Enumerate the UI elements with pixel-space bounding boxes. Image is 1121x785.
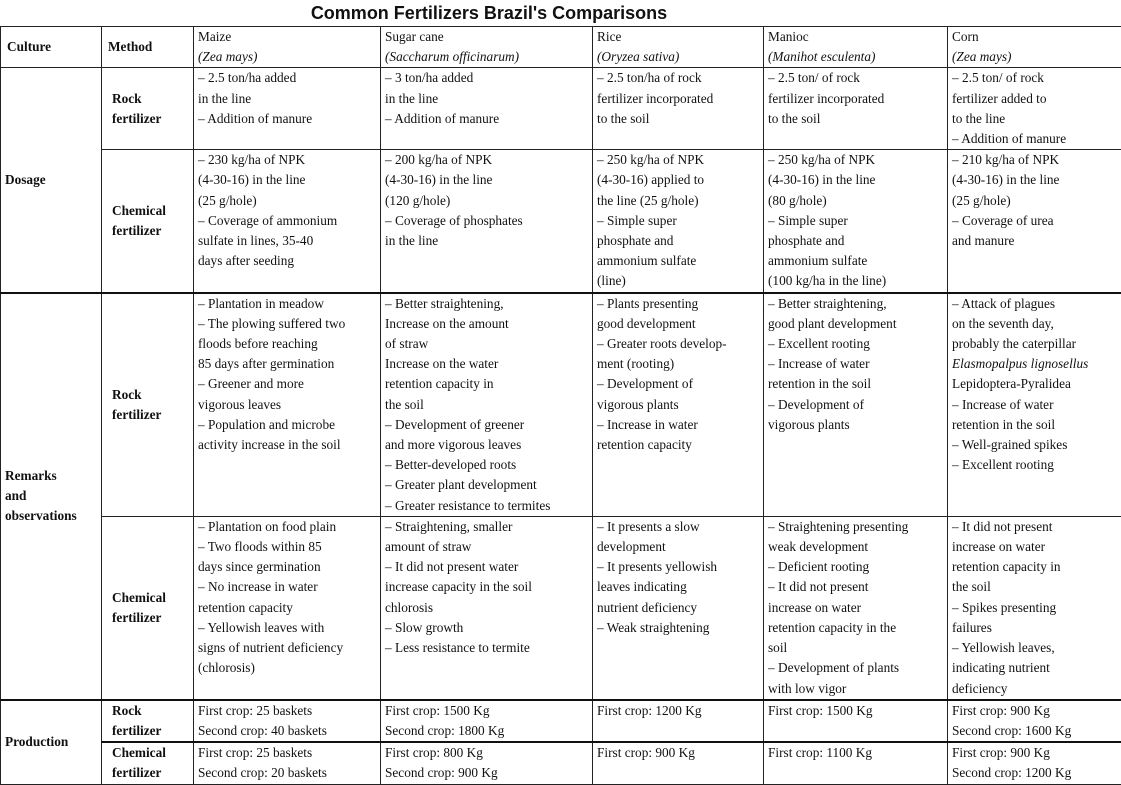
cell-text-line: – Development of <box>768 395 947 415</box>
cell-text-line: – 2.5 ton/ of rock <box>768 68 947 88</box>
table-cell <box>593 150 764 293</box>
table-cell <box>381 68 593 150</box>
cell-text-line: – Attack of plagues <box>952 294 1121 314</box>
cell-text-line: days after seeding <box>198 251 380 271</box>
cell-text-line: ammonium sulfate <box>597 251 763 271</box>
table-cell <box>593 68 764 150</box>
cell-text-line: (25 g/hole) <box>952 191 1121 211</box>
production-chemical-row <box>1 742 1121 784</box>
cell-text-line: – Addition of manure <box>385 109 592 129</box>
cell-text-line: ammonium sulfate <box>768 251 947 271</box>
cell-text-line: First crop: 25 baskets <box>198 701 380 721</box>
cell-text-line: – Less resistance to termite <box>385 638 592 658</box>
dosage-rock-row <box>1 68 1121 150</box>
table-cell <box>948 68 1121 150</box>
cell-text-line: – It did not present water <box>385 557 592 577</box>
method-label-line: Rock <box>112 89 193 109</box>
table-cell <box>764 150 948 293</box>
cell-text-line: fertilizer incorporated <box>768 89 947 109</box>
cell-text-line: vigorous leaves <box>198 395 380 415</box>
cell-text-line: – 250 kg/ha of NPK <box>768 150 947 170</box>
method-label-line: fertilizer <box>112 763 193 783</box>
cell-text-line: retention in the soil <box>768 374 947 394</box>
method-label-line: Chemical <box>112 743 193 763</box>
crop-scientific-name: (Zea mays) <box>198 47 380 67</box>
cell-text-line: Second crop: 20 baskets <box>198 763 380 783</box>
cell-text-line: sulfate in lines, 35-40 <box>198 231 380 251</box>
cell-text-line: Increase on the water <box>385 354 592 374</box>
cell-text-line: floods before reaching <box>198 334 380 354</box>
cell-text-line: to the soil <box>768 109 947 129</box>
cell-text-line: 85 days after germination <box>198 354 380 374</box>
cell-text-line: – Population and microbe <box>198 415 380 435</box>
cell-text-line: to the line <box>952 109 1121 129</box>
cell-text-line: – Better straightening, <box>385 294 592 314</box>
cell-text-line: good development <box>597 314 763 334</box>
cell-text-line: activity increase in the soil <box>198 435 380 455</box>
crop-scientific-name: (Zea mays) <box>952 47 1121 67</box>
cell-text-line: amount of straw <box>385 537 592 557</box>
cell-text-line: retention capacity in <box>952 557 1121 577</box>
table-cell <box>194 150 381 293</box>
cell-text-line: Lepidoptera-Pyralidea <box>952 374 1121 394</box>
cell-text-line: phosphate and <box>597 231 763 251</box>
cell-text-line: phosphate and <box>768 231 947 251</box>
table-cell <box>764 742 948 784</box>
cell-text-line: increase on water <box>952 537 1121 557</box>
cell-text-line: – Yellowish leaves with <box>198 618 380 638</box>
cell-text-line: fertilizer added to <box>952 89 1121 109</box>
cell-text-line: – Coverage of phosphates <box>385 211 592 231</box>
cell-text-line: Second crop: 1600 Kg <box>952 721 1121 741</box>
cell-text-line: – Straightening, smaller <box>385 517 592 537</box>
cell-text-line: probably the caterpillar <box>952 334 1121 354</box>
cell-text-line: on the seventh day, <box>952 314 1121 334</box>
table-cell <box>593 293 764 517</box>
table-cell <box>381 293 593 517</box>
cell-text-line: chlorosis <box>385 598 592 618</box>
dosage-chemical-row <box>1 150 1121 293</box>
crop-header-sugar-cane <box>381 27 593 68</box>
cell-text-line: – 2.5 ton/ of rock <box>952 68 1121 88</box>
table-cell <box>764 293 948 517</box>
table-cell <box>194 742 381 784</box>
cell-text-line: (120 g/hole) <box>385 191 592 211</box>
table-cell <box>593 700 764 742</box>
cell-text-line: retention capacity <box>198 598 380 618</box>
cell-text-line: in the line <box>385 89 592 109</box>
cell-text-line: – Better-developed roots <box>385 455 592 475</box>
crop-name: Sugar cane <box>385 27 592 47</box>
cell-text-line: (line) <box>597 271 763 291</box>
method-label-line: fertilizer <box>112 405 193 425</box>
table-cell <box>948 150 1121 293</box>
group-label-line: observations <box>5 506 101 526</box>
method-label-line: fertilizer <box>112 109 193 129</box>
cell-text-line: – It presents yellowish <box>597 557 763 577</box>
table-cell <box>194 68 381 150</box>
cell-text-line: (25 g/hole) <box>198 191 380 211</box>
cell-text-line: nutrient deficiency <box>597 598 763 618</box>
method-label-line: fertilizer <box>112 221 193 241</box>
table-cell <box>948 516 1121 699</box>
cell-text-line: – Greater plant development <box>385 475 592 495</box>
table-cell <box>381 150 593 293</box>
cell-text-line: (4-30-16) in the line <box>768 170 947 190</box>
crop-name: Manioc <box>768 27 947 47</box>
comparison-table <box>0 26 1121 785</box>
cell-text-line: leaves indicating <box>597 577 763 597</box>
cell-text-line: Second crop: 900 Kg <box>385 763 592 783</box>
cell-text-line: the line (25 g/hole) <box>597 191 763 211</box>
cell-text-line: and manure <box>952 231 1121 251</box>
cell-text-line: deficiency <box>952 679 1121 699</box>
crop-header-maize <box>194 27 381 68</box>
cell-text-line: – 3 ton/ha added <box>385 68 592 88</box>
table-cell <box>948 742 1121 784</box>
cell-text-line: good plant development <box>768 314 947 334</box>
cell-text-line: (80 g/hole) <box>768 191 947 211</box>
cell-text-line: increase on water <box>768 598 947 618</box>
document-title: Common Fertilizers Brazil's Comparisons <box>0 0 978 26</box>
cell-text-line: indicating nutrient <box>952 658 1121 678</box>
method-rock-fertilizer <box>102 293 194 517</box>
method-chemical-fertilizer <box>102 742 194 784</box>
cell-text-line: First crop: 1100 Kg <box>768 743 947 763</box>
cell-text-line: – Greater resistance to termites <box>385 496 592 516</box>
cell-text-line: days since germination <box>198 557 380 577</box>
cell-text-line: First crop: 1500 Kg <box>385 701 592 721</box>
cell-text-line: – Plantation on food plain <box>198 517 380 537</box>
cell-text-line: – It did not present <box>768 577 947 597</box>
cell-text-line: – Development of plants <box>768 658 947 678</box>
cell-text-line: to the soil <box>597 109 763 129</box>
method-label-line: Rock <box>112 385 193 405</box>
remarks-rock-row <box>1 293 1121 517</box>
method-label-line: Chemical <box>112 588 193 608</box>
cell-text-line: signs of nutrient deficiency <box>198 638 380 658</box>
cell-text-line: in the line <box>198 89 380 109</box>
header-row <box>1 27 1121 68</box>
method-rock-fertilizer <box>102 68 194 150</box>
method-chemical-fertilizer <box>102 516 194 699</box>
cell-text-line: development <box>597 537 763 557</box>
cell-text-line: – Weak straightening <box>597 618 763 638</box>
cell-text-line: – Coverage of ammonium <box>198 211 380 231</box>
cell-text-line: First crop: 900 Kg <box>952 701 1121 721</box>
cell-text-line: – Increase in water <box>597 415 763 435</box>
group-label-line: and <box>5 486 101 506</box>
cell-text-line: – Greater roots develop- <box>597 334 763 354</box>
cell-text-line: Increase on the amount <box>385 314 592 334</box>
crop-scientific-name: (Oryzea sativa) <box>597 47 763 67</box>
method-label-line: fertilizer <box>112 608 193 628</box>
cell-text-line: – The plowing suffered two <box>198 314 380 334</box>
cell-text-line: – Coverage of urea <box>952 211 1121 231</box>
table-cell <box>764 516 948 699</box>
cell-text-line: – Development of greener <box>385 415 592 435</box>
cell-text-line: soil <box>768 638 947 658</box>
cell-text-line: – Simple super <box>768 211 947 231</box>
table-cell <box>764 68 948 150</box>
cell-text-line: – Addition of manure <box>198 109 380 129</box>
table-cell <box>593 516 764 699</box>
cell-text-line: (chlorosis) <box>198 658 380 678</box>
cell-text-line: the soil <box>952 577 1121 597</box>
culture-header: Culture <box>1 27 102 68</box>
cell-text-line: – It did not present <box>952 517 1121 537</box>
table-cell <box>948 293 1121 517</box>
cell-text-line: – It presents a slow <box>597 517 763 537</box>
cell-text-line: (4-30-16) in the line <box>952 170 1121 190</box>
cell-text-line: – Excellent rooting <box>952 455 1121 475</box>
cell-text-line: in the line <box>385 231 592 251</box>
cell-text-line: increase capacity in the soil <box>385 577 592 597</box>
remarks-group-label <box>1 293 102 700</box>
method-rock-fertilizer <box>102 700 194 742</box>
cell-text-line: – 230 kg/ha of NPK <box>198 150 380 170</box>
cell-text-line: First crop: 900 Kg <box>952 743 1121 763</box>
crop-name: Corn <box>952 27 1121 47</box>
group-label-line: Remarks <box>5 466 101 486</box>
cell-text-line: – 250 kg/ha of NPK <box>597 150 763 170</box>
cell-text-line: – Excellent rooting <box>768 334 947 354</box>
cell-text-line: with low vigor <box>768 679 947 699</box>
method-label-line: Rock <box>112 701 193 721</box>
method-chemical-fertilizer <box>102 150 194 293</box>
cell-text-line: First crop: 800 Kg <box>385 743 592 763</box>
cell-text-line: First crop: 900 Kg <box>597 743 763 763</box>
cell-text-line: – No increase in water <box>198 577 380 597</box>
table-cell <box>194 700 381 742</box>
cell-text-line: Elasmopalpus lignosellus <box>952 354 1121 374</box>
table-cell <box>764 700 948 742</box>
crop-header-manioc <box>764 27 948 68</box>
crop-scientific-name: (Saccharum officinarum) <box>385 47 592 67</box>
table-cell <box>194 293 381 517</box>
cell-text-line: – Better straightening, <box>768 294 947 314</box>
production-group-label: Production <box>1 700 102 784</box>
cell-text-line: – Deficient rooting <box>768 557 947 577</box>
dosage-group-label: Dosage <box>1 68 102 293</box>
cell-text-line: – Plants presenting <box>597 294 763 314</box>
table-cell <box>948 700 1121 742</box>
cell-text-line: – Yellowish leaves, <box>952 638 1121 658</box>
cell-text-line: – Simple super <box>597 211 763 231</box>
cell-text-line: vigorous plants <box>768 415 947 435</box>
cell-text-line: Second crop: 1200 Kg <box>952 763 1121 783</box>
cell-text-line: – 2.5 ton/ha added <box>198 68 380 88</box>
cell-text-line: the soil <box>385 395 592 415</box>
cell-text-line: (4-30-16) in the line <box>198 170 380 190</box>
cell-text-line: – Spikes presenting <box>952 598 1121 618</box>
crop-header-rice <box>593 27 764 68</box>
table-cell <box>593 742 764 784</box>
cell-text-line: First crop: 1500 Kg <box>768 701 947 721</box>
cell-text-line: failures <box>952 618 1121 638</box>
method-label-line: Chemical <box>112 201 193 221</box>
cell-text-line: ment (rooting) <box>597 354 763 374</box>
cell-text-line: (4-30-16) in the line <box>385 170 592 190</box>
cell-text-line: – 200 kg/ha of NPK <box>385 150 592 170</box>
cell-text-line: Second crop: 40 baskets <box>198 721 380 741</box>
cell-text-line: – Greener and more <box>198 374 380 394</box>
cell-text-line: retention capacity in the <box>768 618 947 638</box>
cell-text-line: – Increase of water <box>768 354 947 374</box>
cell-text-line: of straw <box>385 334 592 354</box>
cell-text-line: – 2.5 ton/ha of rock <box>597 68 763 88</box>
crop-name: Rice <box>597 27 763 47</box>
cell-text-line: retention capacity <box>597 435 763 455</box>
table-cell <box>381 700 593 742</box>
production-rock-row <box>1 700 1121 742</box>
cell-text-line: – Two floods within 85 <box>198 537 380 557</box>
cell-text-line: fertilizer incorporated <box>597 89 763 109</box>
table-cell <box>381 516 593 699</box>
remarks-chemical-row <box>1 516 1121 699</box>
crop-header-corn <box>948 27 1121 68</box>
cell-text-line: (4-30-16) applied to <box>597 170 763 190</box>
method-header: Method <box>102 27 194 68</box>
cell-text-line: – Increase of water <box>952 395 1121 415</box>
cell-text-line: weak development <box>768 537 947 557</box>
cell-text-line: retention in the soil <box>952 415 1121 435</box>
cell-text-line: – 210 kg/ha of NPK <box>952 150 1121 170</box>
cell-text-line: – Straightening presenting <box>768 517 947 537</box>
cell-text-line: Second crop: 1800 Kg <box>385 721 592 741</box>
cell-text-line: – Well-grained spikes <box>952 435 1121 455</box>
table-cell <box>381 742 593 784</box>
cell-text-line: and more vigorous leaves <box>385 435 592 455</box>
crop-scientific-name: (Manihot esculenta) <box>768 47 947 67</box>
cell-text-line: – Addition of manure <box>952 129 1121 149</box>
cell-text-line: (100 kg/ha in the line) <box>768 271 947 291</box>
cell-text-line: First crop: 1200 Kg <box>597 701 763 721</box>
cell-text-line: – Slow growth <box>385 618 592 638</box>
crop-name: Maize <box>198 27 380 47</box>
cell-text-line: retention capacity in <box>385 374 592 394</box>
cell-text-line: vigorous plants <box>597 395 763 415</box>
table-cell <box>194 516 381 699</box>
cell-text-line: First crop: 25 baskets <box>198 743 380 763</box>
cell-text-line: – Development of <box>597 374 763 394</box>
cell-text-line: – Plantation in meadow <box>198 294 380 314</box>
method-label-line: fertilizer <box>112 721 193 741</box>
